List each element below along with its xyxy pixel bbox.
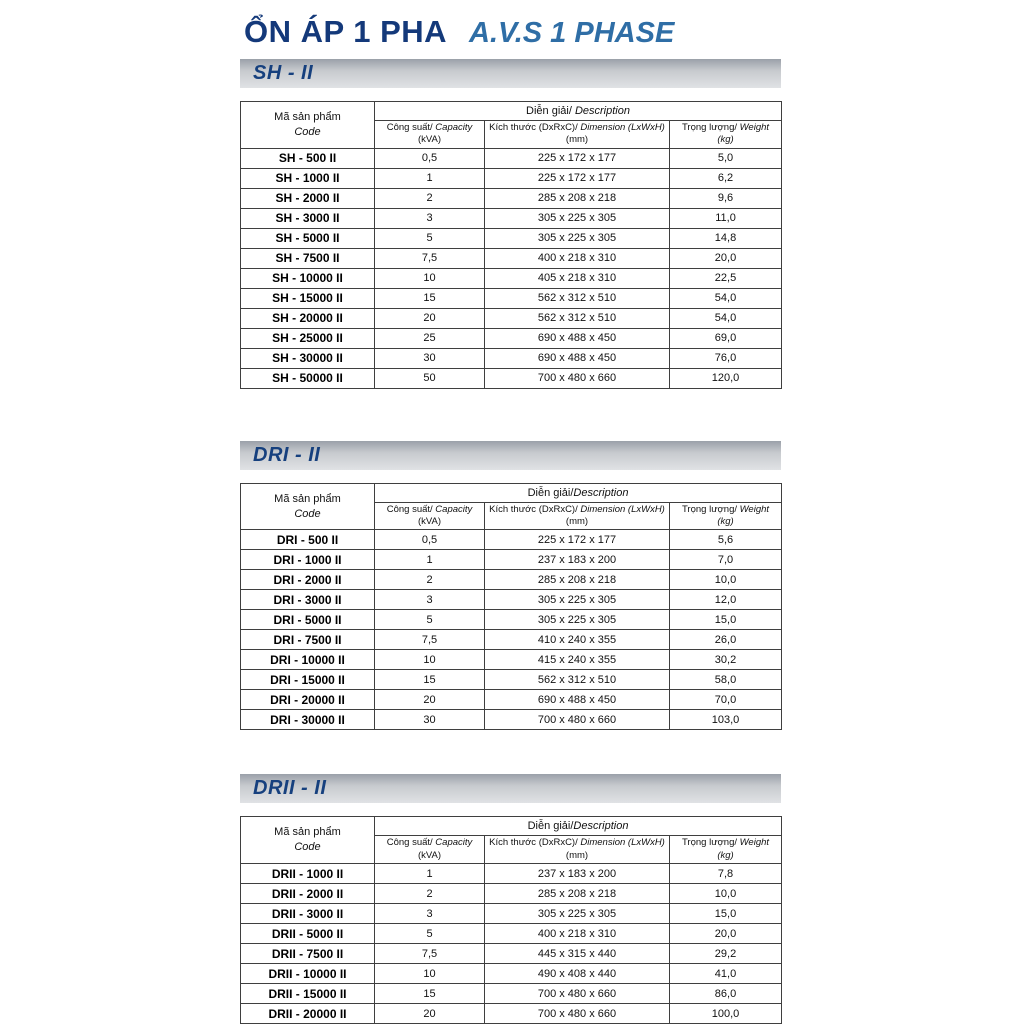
cell-capacity: 20 — [375, 690, 485, 710]
table-row — [241, 148, 782, 168]
cell-product-code: DRI - 10000 II — [241, 650, 375, 670]
header-desc-vn: Diễn giải/ — [527, 820, 574, 833]
cell-product-code: SH - 5000 II — [241, 228, 375, 248]
table-row — [241, 570, 782, 590]
cell-product-code: SH - 50000 II — [241, 368, 375, 388]
table-row — [241, 248, 782, 268]
table-row — [241, 530, 782, 550]
cell-weight: 103,0 — [670, 710, 782, 730]
cell-product-code: DRI - 7500 II — [241, 630, 375, 650]
cell-capacity: 10 — [375, 268, 485, 288]
table-row — [241, 590, 782, 610]
header-weight-en: Weight (kg) — [717, 837, 770, 861]
header-capacity — [375, 121, 485, 149]
cell-weight: 76,0 — [670, 348, 782, 368]
cell-capacity: 2 — [375, 884, 485, 904]
table-row — [241, 864, 782, 884]
cell-dimension: 225 x 172 x 177 — [485, 168, 670, 188]
header-capacity-unit: (kVA) — [417, 134, 442, 146]
table-row — [241, 944, 782, 964]
cell-capacity: 15 — [375, 984, 485, 1004]
table-row — [241, 1004, 782, 1024]
header-capacity-vn: Công suất/ — [386, 837, 433, 849]
cell-dimension: 562 x 312 x 510 — [485, 288, 670, 308]
header-desc-en: Description — [573, 820, 629, 833]
cell-capacity: 1 — [375, 550, 485, 570]
cell-product-code: DRI - 15000 II — [241, 670, 375, 690]
table-row — [241, 690, 782, 710]
cell-product-code: DRII - 15000 II — [241, 984, 375, 1004]
header-capacity-en: Capacity — [432, 503, 473, 515]
cell-dimension: 690 x 488 x 450 — [485, 690, 670, 710]
header-weight-en: Weight (kg) — [717, 122, 770, 146]
header-weight — [670, 502, 782, 530]
cell-dimension: 305 x 225 x 305 — [485, 208, 670, 228]
cell-product-code: SH - 2000 II — [241, 188, 375, 208]
cell-capacity: 15 — [375, 288, 485, 308]
catalog-page — [240, 0, 781, 1024]
section-header-bar — [240, 59, 781, 88]
cell-product-code: SH - 3000 II — [241, 208, 375, 228]
cell-dimension: 562 x 312 x 510 — [485, 308, 670, 328]
cell-product-code: DRII - 2000 II — [241, 884, 375, 904]
header-product-code — [241, 817, 375, 864]
cell-product-code: DRI - 20000 II — [241, 690, 375, 710]
header-weight-vn: Trọng lượng/ — [681, 837, 737, 849]
cell-dimension: 305 x 225 x 305 — [485, 610, 670, 630]
spec-table — [240, 483, 782, 731]
table-row — [241, 884, 782, 904]
cell-dimension: 237 x 183 x 200 — [485, 864, 670, 884]
cell-weight: 69,0 — [670, 328, 782, 348]
cell-weight: 100,0 — [670, 1004, 782, 1024]
section-title: DRII - II — [253, 777, 327, 800]
table-row — [241, 984, 782, 1004]
cell-dimension: 400 x 218 x 310 — [485, 924, 670, 944]
cell-weight: 12,0 — [670, 590, 782, 610]
cell-capacity: 5 — [375, 610, 485, 630]
header-dimension-unit: (mm) — [565, 134, 589, 146]
cell-capacity: 10 — [375, 964, 485, 984]
cell-product-code: SH - 25000 II — [241, 328, 375, 348]
cell-product-code: DRII - 3000 II — [241, 904, 375, 924]
table-row — [241, 924, 782, 944]
header-weight-en: Weight (kg) — [717, 503, 770, 528]
header-capacity — [375, 836, 485, 864]
table-row — [241, 288, 782, 308]
cell-capacity: 15 — [375, 670, 485, 690]
cell-dimension: 225 x 172 x 177 — [485, 148, 670, 168]
cell-product-code: SH - 20000 II — [241, 308, 375, 328]
cell-dimension: 690 x 488 x 450 — [485, 328, 670, 348]
table-body — [241, 148, 782, 388]
cell-dimension: 305 x 225 x 305 — [485, 228, 670, 248]
cell-product-code: DRI - 30000 II — [241, 710, 375, 730]
cell-product-code: DRI - 500 II — [241, 530, 375, 550]
cell-weight: 54,0 — [670, 288, 782, 308]
cell-capacity: 7,5 — [375, 630, 485, 650]
cell-capacity: 3 — [375, 590, 485, 610]
cell-dimension: 445 x 315 x 440 — [485, 944, 670, 964]
cell-product-code: DRI - 1000 II — [241, 550, 375, 570]
cell-dimension: 700 x 480 x 660 — [485, 984, 670, 1004]
cell-capacity: 2 — [375, 188, 485, 208]
cell-weight: 6,2 — [670, 168, 782, 188]
cell-dimension: 305 x 225 x 305 — [485, 590, 670, 610]
cell-capacity: 7,5 — [375, 248, 485, 268]
cell-weight: 20,0 — [670, 924, 782, 944]
header-capacity — [375, 502, 485, 530]
cell-capacity: 1 — [375, 864, 485, 884]
section-header-bar — [240, 441, 781, 470]
table-row — [241, 228, 782, 248]
header-dimension-en: Dimension (LxWxH) — [577, 503, 665, 515]
cell-dimension: 410 x 240 x 355 — [485, 630, 670, 650]
header-weight-vn: Trọng lượng/ — [681, 503, 737, 515]
table-row — [241, 670, 782, 690]
cell-dimension: 237 x 183 x 200 — [485, 550, 670, 570]
cell-product-code: DRI - 2000 II — [241, 570, 375, 590]
cell-weight: 86,0 — [670, 984, 782, 1004]
header-capacity-unit: (kVA) — [417, 849, 442, 861]
header-capacity-en: Capacity — [432, 122, 473, 133]
cell-capacity: 3 — [375, 208, 485, 228]
header-dimension-vn: Kích thước (DxRxC)/ — [489, 503, 578, 515]
cell-dimension: 285 x 208 x 218 — [485, 884, 670, 904]
cell-capacity: 5 — [375, 924, 485, 944]
cell-weight: 15,0 — [670, 904, 782, 924]
cell-weight: 7,8 — [670, 864, 782, 884]
cell-dimension: 225 x 172 x 177 — [485, 530, 670, 550]
header-capacity-vn: Công suất/ — [386, 503, 433, 515]
cell-dimension: 700 x 480 x 660 — [485, 1004, 670, 1024]
cell-dimension: 285 x 208 x 218 — [485, 570, 670, 590]
cell-capacity: 30 — [375, 710, 485, 730]
header-capacity-unit: (kVA) — [417, 516, 442, 528]
page-title-sub: A.V.S 1 PHASE — [469, 17, 675, 49]
cell-capacity: 50 — [375, 368, 485, 388]
page-title-main: ỔN ÁP 1 PHA — [244, 14, 448, 49]
cell-weight: 22,5 — [670, 268, 782, 288]
header-desc-vn: Diễn giải/ — [526, 105, 572, 117]
cell-weight: 30,2 — [670, 650, 782, 670]
table-row — [241, 268, 782, 288]
cell-capacity: 25 — [375, 328, 485, 348]
cell-product-code: DRI - 5000 II — [241, 610, 375, 630]
header-weight — [670, 121, 782, 149]
table-row — [241, 710, 782, 730]
header-dimension-unit: (mm) — [565, 516, 589, 528]
cell-product-code: SH - 10000 II — [241, 268, 375, 288]
cell-product-code: SH - 1000 II — [241, 168, 375, 188]
header-dimension — [485, 502, 670, 530]
cell-weight: 14,8 — [670, 228, 782, 248]
header-dimension — [485, 836, 670, 864]
header-dimension-unit: (mm) — [565, 849, 589, 861]
spec-table — [240, 816, 782, 1024]
cell-weight: 15,0 — [670, 610, 782, 630]
cell-product-code: DRII - 20000 II — [241, 1004, 375, 1024]
table-row — [241, 904, 782, 924]
cell-capacity: 10 — [375, 650, 485, 670]
cell-dimension: 415 x 240 x 355 — [485, 650, 670, 670]
cell-product-code: DRI - 3000 II — [241, 590, 375, 610]
header-description — [375, 817, 782, 836]
header-capacity-vn: Công suất/ — [386, 122, 433, 133]
cell-capacity: 2 — [375, 570, 485, 590]
cell-weight: 5,6 — [670, 530, 782, 550]
header-code-en: Code — [294, 841, 321, 854]
cell-weight: 58,0 — [670, 670, 782, 690]
section-dri-ii — [240, 441, 781, 731]
table-row — [241, 208, 782, 228]
table-row — [241, 650, 782, 670]
header-code-vn: Mã sản phẩm — [274, 111, 341, 123]
header-desc-en: Description — [571, 105, 630, 117]
header-dimension — [485, 121, 670, 149]
header-dimension-vn: Kích thước (DxRxC)/ — [489, 837, 578, 849]
cell-weight: 120,0 — [670, 368, 782, 388]
page-title — [244, 14, 781, 50]
cell-weight: 26,0 — [670, 630, 782, 650]
table-row — [241, 188, 782, 208]
cell-product-code: DRII - 5000 II — [241, 924, 375, 944]
cell-product-code: SH - 30000 II — [241, 348, 375, 368]
cell-dimension: 285 x 208 x 218 — [485, 188, 670, 208]
cell-product-code: DRII - 7500 II — [241, 944, 375, 964]
cell-weight: 20,0 — [670, 248, 782, 268]
header-weight-vn: Trọng lượng/ — [681, 122, 737, 133]
cell-capacity: 1 — [375, 168, 485, 188]
table-body — [241, 864, 782, 1024]
header-description — [375, 102, 782, 121]
header-code-en: Code — [294, 507, 321, 520]
cell-dimension: 305 x 225 x 305 — [485, 904, 670, 924]
cell-capacity: 0,5 — [375, 148, 485, 168]
cell-dimension: 400 x 218 x 310 — [485, 248, 670, 268]
table-row — [241, 348, 782, 368]
table-row — [241, 328, 782, 348]
header-product-code — [241, 102, 375, 149]
cell-product-code: SH - 7500 II — [241, 248, 375, 268]
cell-weight: 9,6 — [670, 188, 782, 208]
header-desc-en: Description — [573, 486, 629, 499]
cell-weight: 10,0 — [670, 570, 782, 590]
table-row — [241, 610, 782, 630]
spec-table — [240, 101, 782, 389]
cell-product-code: DRII - 10000 II — [241, 964, 375, 984]
cell-weight: 29,2 — [670, 944, 782, 964]
table-row — [241, 964, 782, 984]
cell-capacity: 0,5 — [375, 530, 485, 550]
header-code-en: Code — [294, 125, 321, 138]
cell-capacity: 5 — [375, 228, 485, 248]
cell-capacity: 3 — [375, 904, 485, 924]
cell-weight: 41,0 — [670, 964, 782, 984]
cell-weight: 7,0 — [670, 550, 782, 570]
cell-dimension: 490 x 408 x 440 — [485, 964, 670, 984]
cell-capacity: 20 — [375, 1004, 485, 1024]
cell-capacity: 7,5 — [375, 944, 485, 964]
cell-dimension: 405 x 218 x 310 — [485, 268, 670, 288]
table-row — [241, 168, 782, 188]
header-dimension-en: Dimension (LxWxH) — [577, 837, 665, 849]
header-product-code — [241, 483, 375, 530]
header-description — [375, 483, 782, 502]
header-code-vn: Mã sản phẩm — [274, 826, 341, 839]
cell-weight: 70,0 — [670, 690, 782, 710]
cell-product-code: DRII - 1000 II — [241, 864, 375, 884]
section-title: DRI - II — [253, 443, 321, 466]
table-row — [241, 630, 782, 650]
cell-dimension: 562 x 312 x 510 — [485, 670, 670, 690]
cell-weight: 11,0 — [670, 208, 782, 228]
cell-dimension: 690 x 488 x 450 — [485, 348, 670, 368]
header-dimension-vn: Kích thước (DxRxC)/ — [489, 122, 578, 133]
table-body — [241, 530, 782, 730]
header-desc-vn: Diễn giải/ — [527, 486, 574, 499]
table-row — [241, 550, 782, 570]
cell-capacity: 20 — [375, 308, 485, 328]
table-row — [241, 308, 782, 328]
header-dimension-en: Dimension (LxWxH) — [577, 122, 665, 133]
section-drii-ii — [240, 774, 781, 1024]
section-sh-ii — [240, 59, 781, 389]
cell-dimension: 700 x 480 x 660 — [485, 368, 670, 388]
section-header-bar — [240, 774, 781, 803]
cell-dimension: 700 x 480 x 660 — [485, 710, 670, 730]
header-code-vn: Mã sản phẩm — [274, 492, 341, 505]
cell-weight: 5,0 — [670, 148, 782, 168]
cell-weight: 10,0 — [670, 884, 782, 904]
cell-product-code: SH - 500 II — [241, 148, 375, 168]
cell-weight: 54,0 — [670, 308, 782, 328]
cell-capacity: 30 — [375, 348, 485, 368]
cell-product-code: SH - 15000 II — [241, 288, 375, 308]
header-weight — [670, 836, 782, 864]
table-row — [241, 368, 782, 388]
header-capacity-en: Capacity — [432, 837, 473, 849]
section-title: SH - II — [253, 62, 314, 84]
